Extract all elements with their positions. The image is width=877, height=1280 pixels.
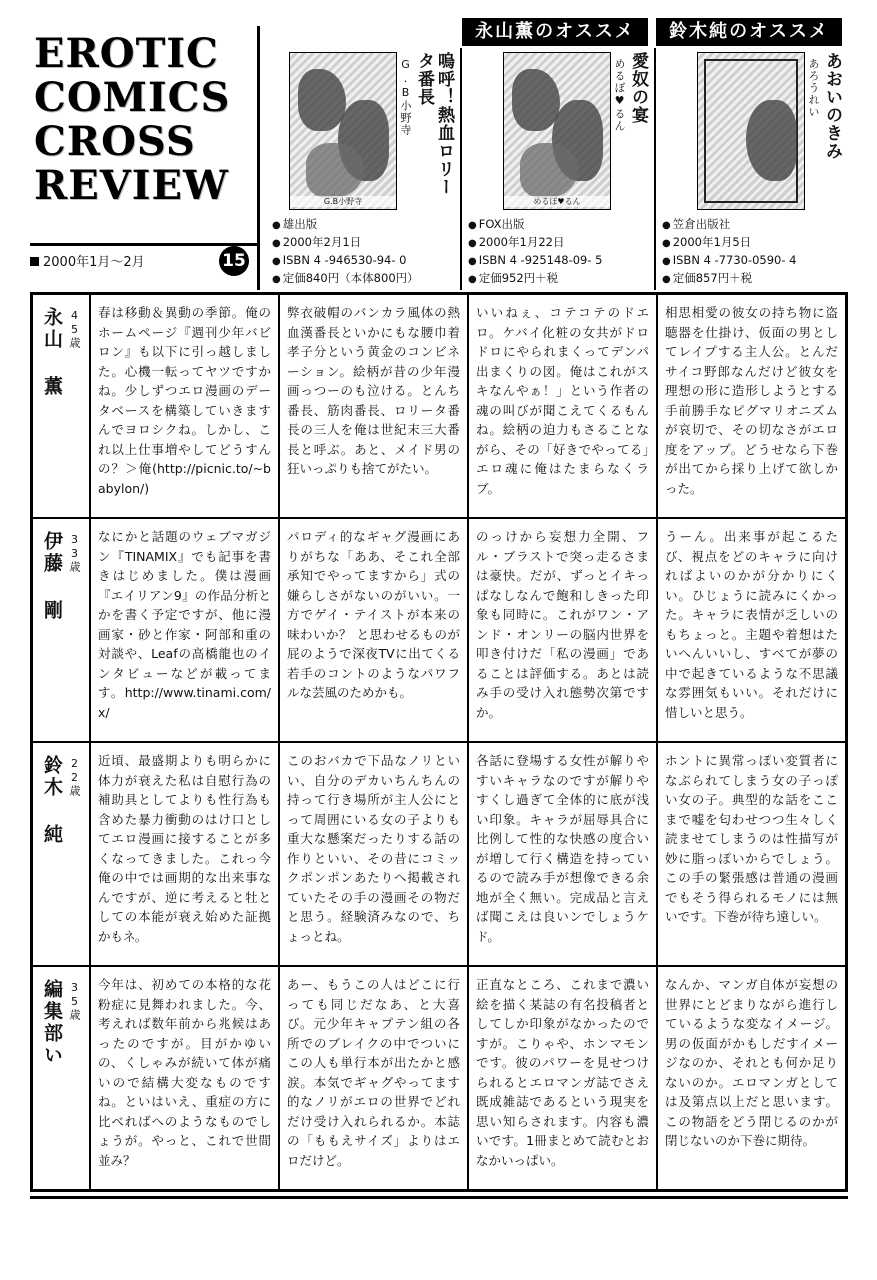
book-title: 嗚呼！熱血ロリータ番長	[414, 52, 454, 196]
book-isbn: ● ISBN 4 -925148-09- 5	[468, 252, 650, 270]
book-publisher: ● FOX出版	[468, 216, 650, 234]
review-text: のっけから妄想力全開、フル・ブラストで突っ走るさまは豪快。だが、ずっとイキっぱなしなんで飽和しきった印象も同時に。これがワン・アンド・オンリーの脳内世界を叩き付けだ「私の漫画」であることは評価する。あとは読み手の受け入れ態勢次第ですか。	[469, 519, 658, 741]
cover-art-shape	[520, 143, 578, 198]
book-price: ● 定価857円＋税	[662, 270, 844, 288]
review-text: 弊衣破帽のバンカラ風体の熱血漢番長といかにもな腰巾着孝子分という黄金のコンビネーション。絵柄が昔の少年漫画っつーのも泣ける。とんち番長、筋肉番長、ロリータ番長の三人を俺は世紀末三大番長と呼ぶ。あと、メイド男の狂いっぷりも捨てがたい。	[280, 295, 469, 517]
book-date: ● 2000年1月5日	[662, 234, 844, 252]
book-price: ● 定価840円（本体800円）	[272, 270, 454, 288]
book-title: あおいのきみ	[822, 52, 842, 160]
book-title: 愛奴の宴	[628, 52, 648, 124]
masthead	[30, 26, 260, 290]
book-isbn: ● ISBN 4 -7730-0590- 4	[662, 252, 844, 270]
masthead-line-4: REVIEW	[34, 162, 229, 209]
book-cover-image	[697, 52, 805, 210]
reviewer-name-cell	[33, 967, 91, 1189]
square-bullet-icon	[30, 257, 39, 266]
reviewer-row	[33, 967, 845, 1189]
reviewer-name: 永山 薫	[41, 307, 63, 398]
reviewer-name: 鈴木 純	[41, 755, 63, 846]
masthead-line-1: EROTIC	[34, 30, 219, 77]
book-publisher: ● 笠倉出版社	[662, 216, 844, 234]
page-header	[30, 18, 848, 290]
review-text: 正直なところ、これまで濃い絵を描く某誌の有名投稿者としてしか印象がなかったのですが。こりゃや、ホンマモンです。彼のパワーを見せつけられるとエロマンガ誌でさえ既成雑誌であるという現実を思い知らされます。内容も濃いです。1冊まとめて読むとおなかいっぱい。	[469, 967, 658, 1189]
review-text: 今年は、初めての本格的な花粉症に見舞われました。今、考えれば数年前から兆候はあったのですが。目がかゆいの、くしゃみが続いて体が痛いので結構大変なものですね。といはいえ、重症の方に比べればへのようなものでしょうが。やっと、これで世間並み？	[91, 967, 280, 1189]
book-author: あろうれい	[807, 58, 820, 118]
book-item	[266, 48, 460, 290]
review-text: なんか、マンガ自体が妄想の世界にとどまりながら進行しているような変なイメージ。男の仮面がかもしだすイメージなのか、それとも何か足りないのか。エロマンガとしては及第点以上だと思います。この物語をどう閉じるのかが閉じないのか下巻に期待。	[665, 977, 838, 1148]
recommend-banner-nagayama: 永山薫のオススメ	[462, 18, 648, 46]
cover-art-shape	[306, 143, 364, 198]
recommend-banner-suzuki: 鈴木純のオススメ	[656, 18, 842, 46]
cover-credit: めるぼ♥るん	[504, 196, 610, 207]
reviewer-row	[33, 743, 845, 967]
book-publisher: ● 雄出版	[272, 216, 454, 234]
book-price: ● 定価952円＋税	[468, 270, 650, 288]
review-text: このおバカで下品なノリといい、自分のデカいちんちんの持って行き場所が主人公にとって周囲にいる女の子よりも重大な懸案だったりする話の作りといい、その昔にコミックポンポンあたりへ掲載されていたその手の漫画その物だと思う。経験済みなので、ちょっとね。	[280, 743, 469, 965]
review-text: 近頃、最盛期よりも明らかに体力が衰えた私は自慰行為の補助具としてよりも性行為も含めた暴力衝動のはけ口としてエロ漫画に接することが多くなってきました。これっ今俺の中では画期的な出来事なんですが、逆に考えると牡としての本能が衰え始めた証拠かもネ。	[91, 743, 280, 965]
review-text: いいねぇ、コテコテのドエロ。ケバイ化粧の女共がドロドロにやられまくってデンパ出まくりの図。俺はこれがスキなんやぁ！」という作者の魂の叫びが聞こえてくるもんね。絵柄の迫力もさることながら、その「好きでやってる」エロ魂に俺はたまらなくラブ。	[469, 295, 658, 517]
cover-credit: G.B小野寺	[290, 196, 396, 207]
reviewer-name: 編集部い	[41, 979, 63, 1067]
book-cover-image	[289, 52, 397, 210]
book-cover-image	[503, 52, 611, 210]
masthead-line-2: COMICS	[34, 74, 231, 121]
review-text: 春は移動＆異動の季節。俺のホームページ『週刊少年バビロン』も以下に引っ越しました。心機一転ってヤツですかね。少しずつエロ漫画のデータベースを構築していきますんでヨロシクね。しかし、これ以上仕事増やしてどうすんの？＞俺(http://picnic.to/~babylon/)	[91, 295, 280, 517]
issue-date-label: 2000年1月～2月	[43, 255, 145, 270]
review-text: 相思相愛の彼女の持ち物に盗聴器を仕掛け、仮面の男としてレイプする主人公。とんだサイコ野郎なんだけど彼女を理想の形に造形しようとする手前勝手なピグマリオニズムが哀切で、その切なさがエロ度をアップ。どうせなら下巻が出てから採り上げて欲しかった。	[665, 305, 838, 496]
reviewer-age: 45歳	[68, 309, 81, 349]
book-meta	[272, 216, 454, 288]
book-author: G.B小野寺	[399, 58, 412, 136]
reviewer-name: 伊藤 剛	[41, 531, 63, 622]
reviewer-age: 35歳	[68, 981, 81, 1021]
review-text: あー、もうこの人はどこに行っても同じだなあ、と大喜び。元少年キャプテン組の各所でのブレイクの中でついにこの人も単行本が出たかと感涙。本気でギャグやってます的なノリがエロの世界でどれだけ受け入れられるか。本誌の「ももえサイズ」よりはエロだけど。	[280, 967, 469, 1189]
masthead-line-3: CROSS	[34, 118, 196, 165]
cover-art-shape	[298, 69, 346, 131]
reviewer-name-cell	[33, 743, 91, 965]
review-grid	[30, 292, 848, 1192]
review-text: 各話に登場する女性が解りやすいキャラなのですが解りやすくし過ぎて全体的に底が浅い印象。キャラが屈辱具合に比例して性的な快感の度合いが増して行く構造を持っているので読み手が想像できる余地が全く無い。完成品と言えば聞こえは良いンでしょうケド。	[469, 743, 658, 965]
review-text: パロディ的なギャグ漫画にありがちな「ああ、そこれ全部承知でやってますから」式の嫌らしさがないのがいい。一方でゲイ・テイストが本来の味わいか？ と思わせるものが屁のようで深夜TVに出てくる若手のコントのようなパワフルな芸風のためかも。	[280, 519, 469, 741]
cover-art-shape	[512, 69, 560, 131]
page-number-badge: 15	[219, 246, 249, 276]
book-item	[654, 48, 848, 290]
reviewer-age: 33歳	[68, 533, 81, 573]
book-list	[266, 48, 848, 290]
review-text: ホントに異常っぽい変質者になぶられてしまう女の子っぽい女の子。典型的な話をここまで嘘を匂わせつつ生々しく読ませてしまうのは性描写が妙に脂っぽいからでしょう。この手の緊張感は普通の漫画でもそう得られるモノには無いです。下巻が待ち遠しい。	[665, 753, 838, 924]
book-date: ● 2000年2月1日	[272, 234, 454, 252]
book-isbn: ● ISBN 4 -946530-94- 0	[272, 252, 454, 270]
review-text: なにかと話題のウェブマガジン『TINAMIX』でも記事を書きはじめました。僕は漫画『エイリアン9』の作品分析とかを書く予定ですが、他に漫画家・砂と作家・阿部和重の対談や、Leafの高橋龍也のインタビューなどが載ってます。http://www.tinami.com/x/	[91, 519, 280, 741]
book-item	[460, 48, 654, 290]
book-date: ● 2000年1月22日	[468, 234, 650, 252]
reviewer-age: 22歳	[68, 757, 81, 797]
cover-art-shape	[746, 100, 797, 181]
review-text: うーん。出来事が起こるたび、視点をどのキャラに向ければよいのかが分かりにくい。ひじょうに読みにくかった。キャラに表情が乏しいのもちょっと。主題や着想はたいへんいいし、すべてが夢の中で起きているような不思議な雰囲気もいい。それだけに惜しいと思う。	[665, 529, 838, 720]
masthead-title	[30, 26, 257, 208]
book-author: めるぼ♥るん	[613, 58, 626, 132]
footer-rule	[30, 1196, 848, 1199]
reviewer-name-cell	[33, 519, 91, 741]
reviewer-row	[33, 295, 845, 519]
reviewer-row	[33, 519, 845, 743]
reviewer-name-cell	[33, 295, 91, 517]
book-meta	[468, 216, 650, 288]
book-meta	[662, 216, 844, 288]
